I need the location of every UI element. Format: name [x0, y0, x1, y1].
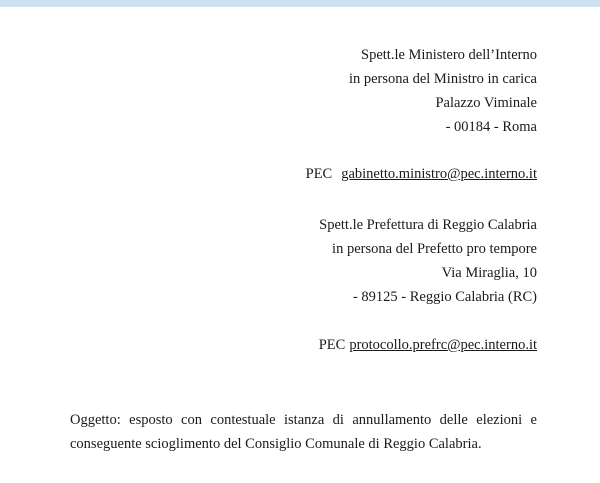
recipient-prefettura-line-1: Spett.le Prefettura di Reggio Calabria: [319, 217, 537, 233]
pec-label: PEC: [318, 337, 346, 353]
document-page: [0, 7, 600, 483]
recipient-prefettura-block: [319, 213, 537, 309]
subject-line-1: Oggetto: esposto con contestuale istanza di annullamento delle elezioni e: [70, 412, 537, 428]
pec-ministero: [306, 166, 537, 183]
recipient-prefettura-line-2: in persona del Prefetto pro tempore: [332, 241, 537, 257]
pec-ministero-email: gabinetto.ministro@pec.interno.it: [341, 166, 537, 182]
recipient-ministero-line-3: Palazzo Viminale: [435, 95, 537, 111]
pec-prefettura: [319, 337, 537, 354]
recipient-ministero-line-2: in persona del Ministro in carica: [348, 71, 537, 87]
pec-prefettura-email: protocollo.prefrc@pec.interno.it: [349, 337, 537, 353]
recipient-ministero-line-4: - 00184 - Roma: [445, 119, 537, 135]
recipient-ministero-line-1: Spett.le Ministero dell’Interno: [361, 47, 537, 63]
recipient-prefettura-line-3: Via Miraglia, 10: [441, 265, 537, 281]
subject-line-2: conseguente scioglimento del Consiglio Comunale di Reggio Calabria.: [70, 436, 482, 452]
pec-label: PEC: [305, 166, 333, 182]
recipient-ministero-block: [349, 43, 537, 139]
subject-paragraph: [70, 408, 537, 456]
recipient-prefettura-line-4: - 89125 - Reggio Calabria (RC): [352, 289, 537, 305]
top-band: [0, 0, 600, 7]
